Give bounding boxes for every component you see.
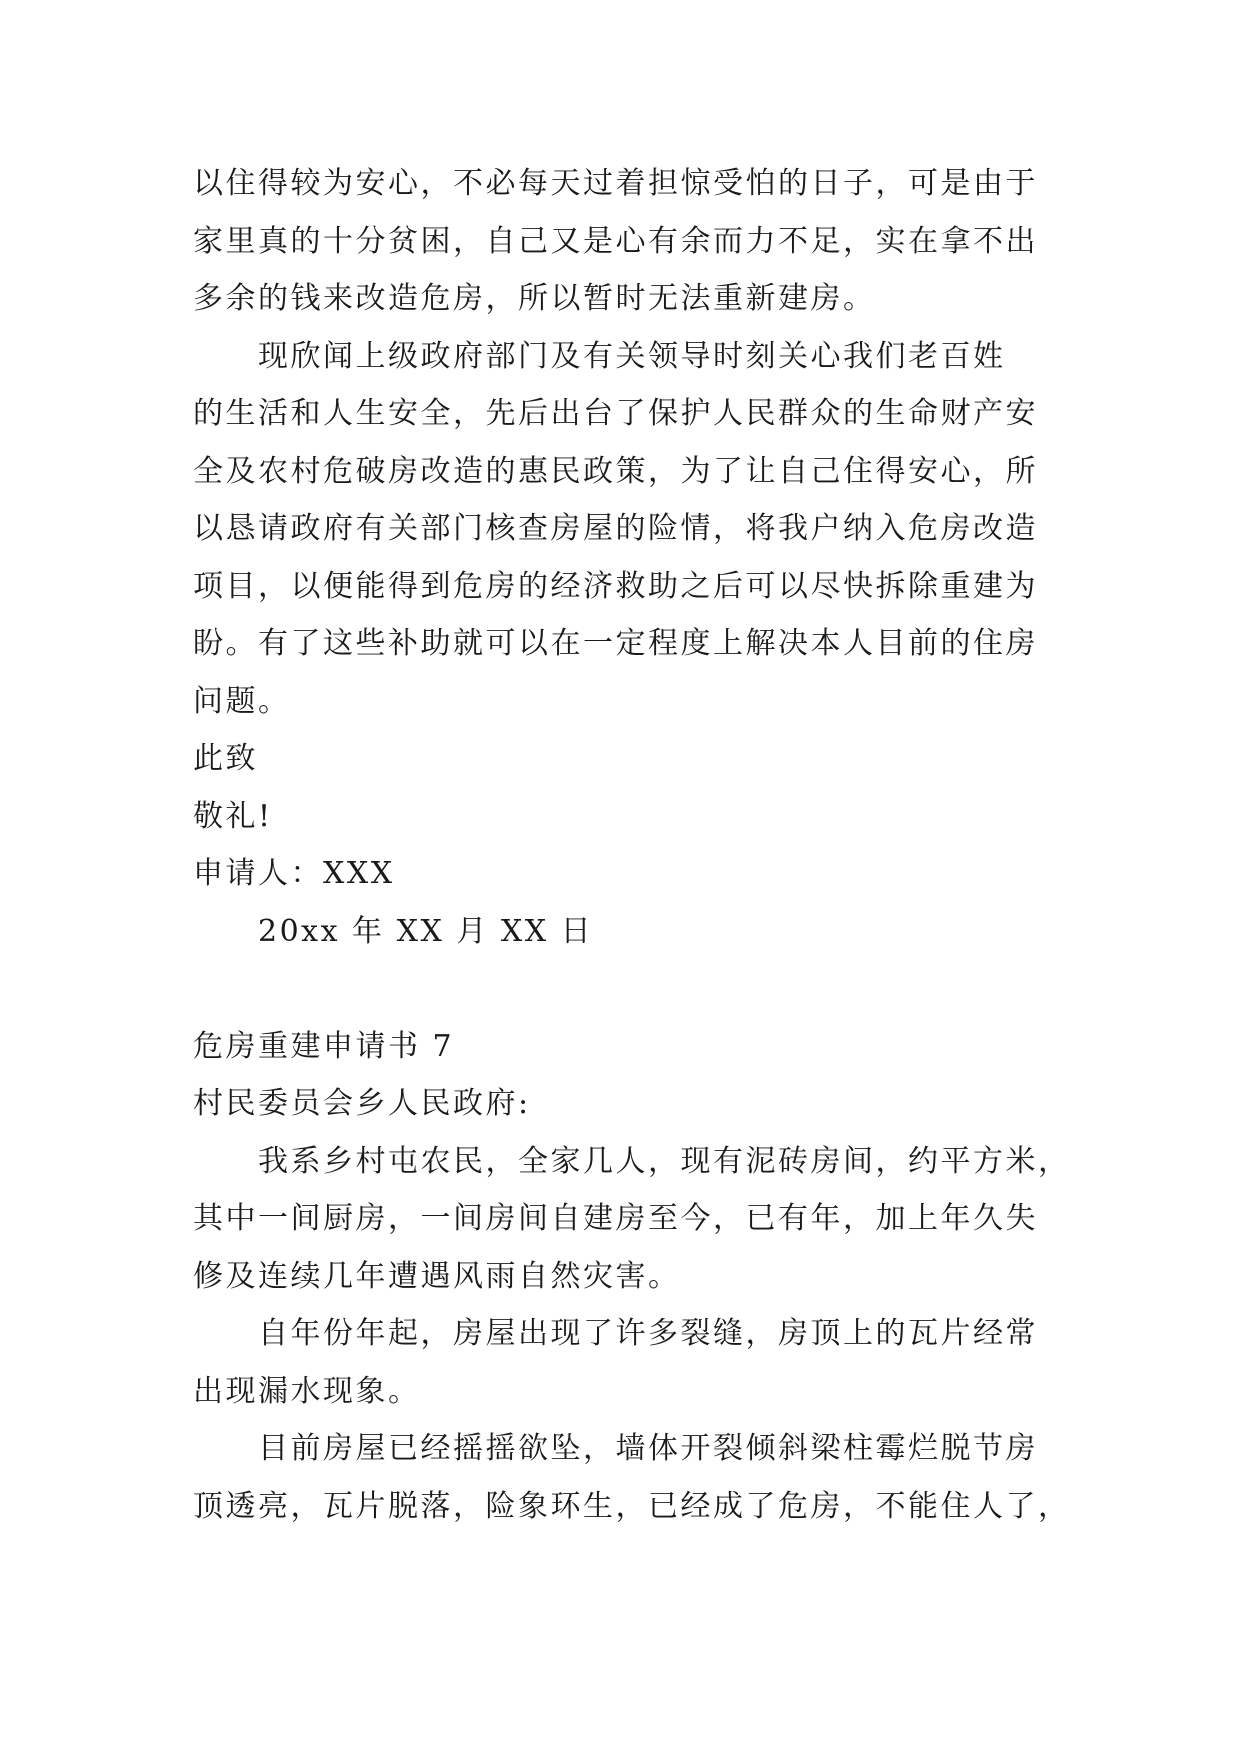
text-line: 目前房屋已经摇摇欲坠，墙体开裂倾斜梁柱霉烂脱节房 [258, 1431, 1038, 1466]
paragraph-household [193, 1133, 1071, 1306]
paragraph-danger [193, 1420, 1071, 1535]
text-line: 出现漏水现象。 [193, 1373, 421, 1409]
paragraph-continuation [193, 155, 1055, 328]
text-line: 自年份年起，房屋出现了许多裂缝，房顶上的瓦片经常 [258, 1316, 1038, 1351]
addressee: 村民委员会乡人民政府: [193, 1086, 531, 1121]
closing-block [193, 730, 1055, 960]
text-line: 顶透亮，瓦片脱落，险象环生，已经成了危房，不能住人了， [193, 1488, 1071, 1524]
text-line: 家里真的十分贫困，自己又是心有余而力不足，实在拿不出 [193, 223, 1038, 259]
text-line: 我系乡村屯农民，全家几人，现有泥砖房间，约平方米， [258, 1143, 1071, 1179]
text-line: 项目，以便能得到危房的经济救助之后可以尽快拆除重建为 [193, 568, 1038, 604]
application-date: 20xx 年 XX 月 XX 日 [258, 913, 594, 949]
document-7 [193, 1018, 1071, 1536]
text-line: 现欣闻上级政府部门及有关领导时刻关心我们老百姓 [258, 338, 1006, 374]
text-line: 全及农村危破房改造的惠民政策，为了让自己住得安心，所 [193, 453, 1038, 489]
paragraph-request [193, 328, 1055, 731]
document-title: 危房重建申请书 7 [193, 1028, 455, 1064]
text-line: 以住得较为安心，不必每天过着担惊受怕的日子，可是由于 [193, 166, 1038, 201]
text-line: 盼。有了这些补助就可以在一定程度上解决本人目前的住房 [193, 626, 1038, 661]
text-line: 修及连续几年遭遇风雨自然灾害。 [193, 1258, 681, 1294]
salutation-ci-zhi: 此致 [193, 741, 258, 776]
paragraph-cracks [193, 1305, 1055, 1420]
salutation-jing-li: 敬礼! [193, 798, 273, 834]
applicant-signature: 申请人：XXX [193, 856, 395, 891]
document-page [193, 155, 1071, 1535]
text-line: 的生活和人生安全，先后出台了保护人民群众的生命财产安 [193, 396, 1038, 431]
text-line: 以恳请政府有关部门核查房屋的险情，将我户纳入危房改造 [193, 511, 1038, 546]
text-line: 其中一间厨房，一间房间自建房至今，已有年，加上年久失 [193, 1201, 1038, 1236]
text-line: 多余的钱来改造危房，所以暂时无法重新建房。 [193, 281, 876, 316]
section-gap [193, 960, 1055, 1018]
text-line: 问题。 [193, 683, 291, 719]
